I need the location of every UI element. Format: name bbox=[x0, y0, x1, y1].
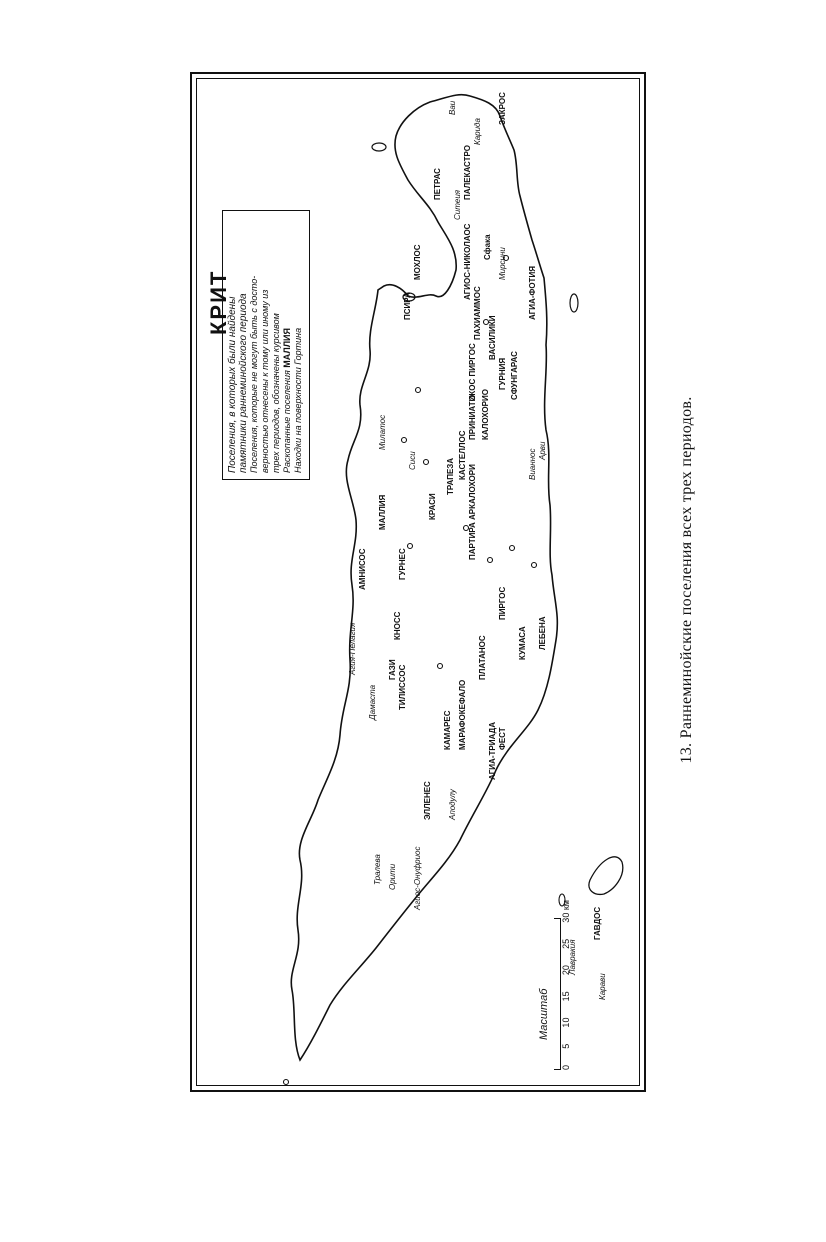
scale-tick-30: 30 км bbox=[561, 900, 571, 923]
scale-tick-5: 5 bbox=[561, 1043, 571, 1049]
label-apodoulou: Аподулу bbox=[448, 789, 457, 820]
label-sissi: Сиси bbox=[408, 451, 417, 470]
label-arkalochori: АРКАЛОХОРИ bbox=[468, 464, 477, 520]
legend-line-7 bbox=[293, 217, 304, 473]
label-traleva: Тралева bbox=[373, 854, 382, 885]
label-marathokephalo: МАРАФОКЕФАЛО bbox=[458, 679, 467, 750]
legend-excavated-label: Раскопанные поселения bbox=[282, 370, 292, 473]
label-kastellos: КАСТЕЛЛОС bbox=[458, 430, 467, 480]
label-mochlos: МОХЛОС bbox=[413, 244, 422, 280]
label-pyrgos: ПИРГОС bbox=[498, 586, 507, 620]
scale-tick-15: 15 bbox=[561, 991, 571, 1002]
label-tylissos: ТИЛИССОС bbox=[398, 664, 407, 710]
legend-surface-example: Гортина bbox=[293, 327, 303, 365]
label-karydi: Карида bbox=[473, 118, 482, 145]
legend-surface-label: Находки на поверхности bbox=[293, 367, 303, 473]
label-gazi: ГАЗИ bbox=[388, 659, 397, 680]
label-mallia: МАЛЛИЯ bbox=[378, 494, 387, 530]
label-ellenes: ЭЛЛЕНЕС bbox=[423, 781, 432, 820]
legend-line-1: Поселения, в которых были найдены bbox=[227, 296, 238, 473]
scale-ticks bbox=[561, 900, 571, 1070]
label-agia-pelagia: Агия-Пелагия bbox=[348, 622, 357, 675]
label-petras: ПЕТРАС bbox=[433, 168, 442, 200]
label-siteia: Ситеия bbox=[453, 189, 462, 220]
label-knossos: КНОСС bbox=[393, 611, 402, 640]
label-vai: Ваи bbox=[448, 100, 457, 115]
label-koumasa: КУМАСА bbox=[518, 626, 527, 660]
label-trapeza: ТРАПЕЗА bbox=[446, 457, 455, 495]
scale-line bbox=[554, 918, 561, 1070]
label-sfakia: Сфака bbox=[483, 234, 492, 260]
figure-caption: 13. Раннеминойские поселения всех трех периодов. bbox=[678, 396, 695, 764]
label-priniatikos: ПРИНИАТИКОС ПИРГОС bbox=[468, 343, 477, 440]
scale-tick-20: 20 bbox=[561, 965, 571, 976]
label-psira: ПСИРА bbox=[403, 292, 412, 320]
scale-tick-10: 10 bbox=[561, 1017, 571, 1028]
label-platanos: ПЛАТАНОС bbox=[478, 635, 487, 680]
label-gournia: ГУРНИЯ bbox=[498, 357, 507, 390]
label-lebena: ЛЕБЕНА bbox=[538, 616, 547, 650]
label-gournes: ГУРНЕС bbox=[398, 548, 407, 580]
label-damasta: Дамаста bbox=[368, 684, 377, 720]
label-karavi: Карави bbox=[598, 973, 607, 1000]
scale-tick-0: 0 bbox=[561, 1064, 571, 1070]
label-vasiliki: ВАСИЛИКИ bbox=[488, 315, 497, 360]
label-agia-triada: АГИА-ТРИАДА bbox=[488, 721, 497, 780]
label-zakros: ЗАКРОС bbox=[498, 92, 507, 125]
label-sfoungaras: СФУНГАРАС bbox=[510, 351, 519, 400]
label-partira: ПАРТИРА bbox=[468, 522, 477, 560]
label-gavdos: ГАВДОС bbox=[593, 906, 602, 940]
label-phaistos: ФЕСТ bbox=[498, 727, 507, 750]
label-agios-onoufrios: Агиос-Онуфриос bbox=[413, 846, 422, 910]
legend-line-4: верностью отнесены к тому или иному из bbox=[260, 289, 270, 473]
legend-excavated-example: МАЛЛИЯ bbox=[282, 328, 292, 368]
label-agia-fotia: АГИА-ФОТИЯ bbox=[528, 266, 537, 320]
label-viannos: Вианнос bbox=[528, 448, 537, 480]
label-pachyammos: ПАХИАММОС bbox=[473, 286, 482, 340]
scale-bar bbox=[538, 890, 598, 1070]
map-title: КРИТ bbox=[206, 269, 231, 335]
scale-tick-25: 25 bbox=[561, 938, 571, 949]
label-myrsini: Мирсини bbox=[498, 247, 507, 280]
label-palekastro: ПАЛЕКАСТРО bbox=[463, 145, 472, 200]
label-arvi: Арви bbox=[538, 441, 547, 460]
legend-line-3: Поселения, которые не могут быть с досто- bbox=[249, 275, 259, 473]
label-amnissos: АМНИСОС bbox=[358, 548, 367, 590]
label-krasi: КРАСИ bbox=[428, 493, 437, 520]
label-kalochorio: КАЛОХОРИО bbox=[481, 389, 490, 440]
label-agios-nikolaos: АГИОС-НИКОЛАОС bbox=[463, 223, 472, 300]
label-lavrakia: Лавракия bbox=[568, 939, 577, 975]
map-content bbox=[198, 80, 638, 1080]
label-kamares: КАМАРЕС bbox=[443, 710, 452, 750]
legend-line-2: памятники раннеминойского периода bbox=[238, 293, 249, 473]
scale-label: Масштаб bbox=[538, 988, 550, 1040]
label-oriti: Орити bbox=[388, 863, 397, 890]
legend-line-6 bbox=[282, 217, 293, 473]
islet-sw bbox=[284, 1080, 289, 1085]
legend-box bbox=[222, 210, 310, 480]
label-milatos: Милатос bbox=[378, 414, 387, 450]
legend-line-5: трех периодов, обозначены курсивом bbox=[271, 313, 281, 473]
